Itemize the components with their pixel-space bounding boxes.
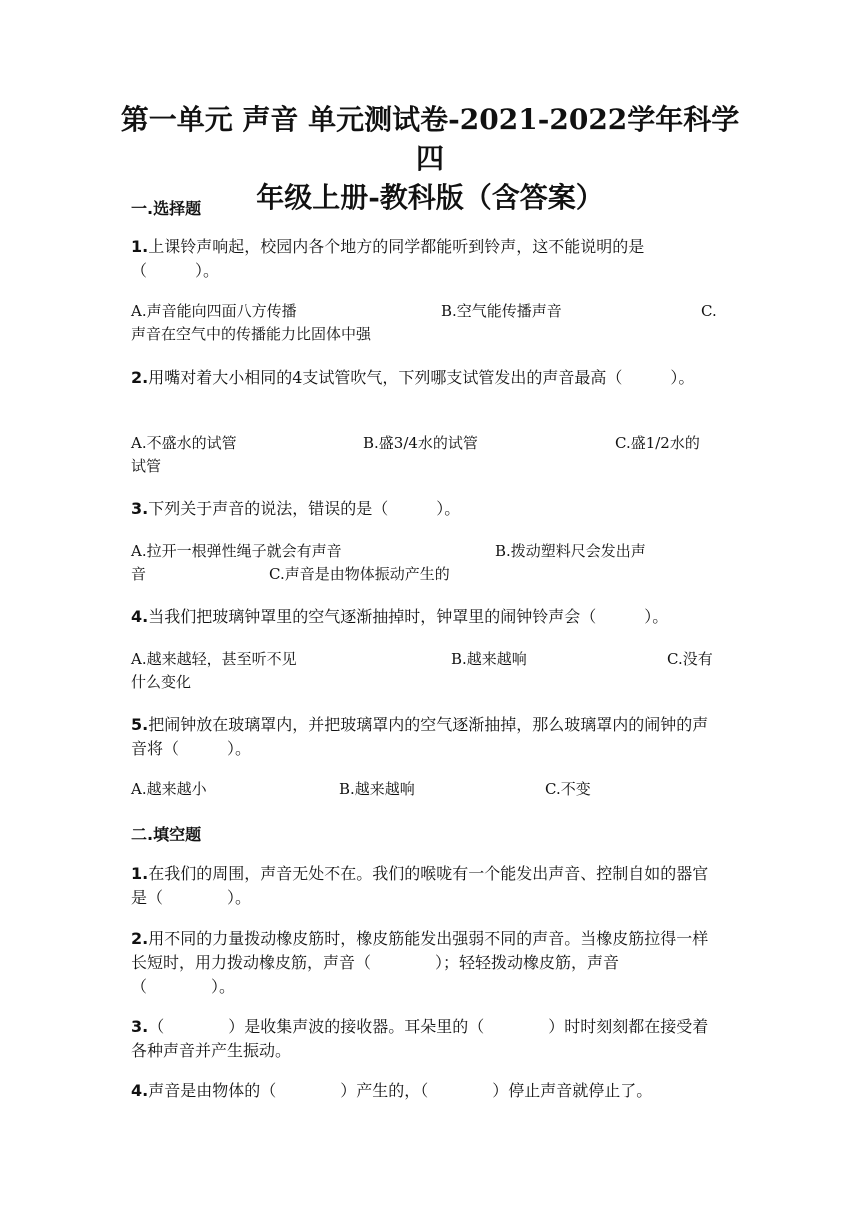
fill-question-3	[131, 1015, 721, 1063]
question-text: 上课铃声响起，校园内各个地方的同学都能听到铃声，这不能说明的是（ ）。	[131, 237, 645, 280]
section-heading-fill-in: 二.填空题	[131, 825, 202, 844]
option-c: C.不变	[545, 780, 591, 798]
question-number: 2.	[131, 368, 149, 387]
title-line-1: 第一单元 声音 单元测试卷-2021-2022学年科学四	[120, 103, 740, 175]
option-a: A.拉开一根弹性绳子就会有声音	[131, 542, 342, 560]
question-text: 在我们的周围，声音无处不在。我们的喉咙有一个能发出声音、控制自如的器官是（ ）。	[131, 864, 709, 907]
question-text: 把闹钟放在玻璃罩内，并把玻璃罩内的空气逐渐抽掉，那么玻璃罩内的闹钟的声音将（ ）。	[131, 715, 709, 758]
mc-options-2	[131, 432, 721, 478]
mc-question-4	[131, 605, 721, 629]
question-text: 下列关于声音的说法，错误的是（ ）。	[148, 499, 461, 518]
option-a: A.越来越小	[131, 780, 207, 798]
title-line-2: 年级上册-教科版（含答案）	[256, 181, 604, 214]
option-c: C.没有	[667, 650, 713, 668]
question-text: 用不同的力量拨动橡皮筋时，橡皮筋能发出强弱不同的声音。当橡皮筋拉得一样长短时，用力拨动橡皮筋，声音（ ）；轻轻拨动橡皮筋，声音（ ）。	[131, 929, 709, 996]
mc-options-1	[131, 300, 721, 346]
question-number: 5.	[131, 715, 149, 734]
section-heading-multiple-choice: 一.选择题	[131, 199, 202, 218]
option-c-continued: 试管	[131, 457, 162, 475]
option-c-continued: 什么变化	[131, 673, 192, 691]
question-text: 用嘴对着大小相同的4支试管吹气，下列哪支试管发出的声音最高（ ）。	[148, 368, 695, 387]
option-c: C.	[701, 302, 717, 320]
option-c: C.盛1/2水的	[615, 434, 700, 452]
mc-options-3	[131, 540, 721, 586]
option-b: B.越来越响	[451, 650, 527, 668]
option-b-continued: 音	[131, 565, 147, 583]
mc-options-4	[131, 648, 721, 694]
option-b: B.盛3/4水的试管	[363, 434, 478, 452]
question-number: 2.	[131, 929, 149, 948]
option-c-continued: 声音在空气中的传播能力比固体中强	[131, 325, 372, 343]
question-number: 1.	[131, 864, 149, 883]
option-c: C.声音是由物体振动产生的	[269, 565, 450, 583]
option-a: A.声音能向四面八方传播	[131, 302, 297, 320]
mc-options-5	[131, 778, 721, 801]
question-number: 4.	[131, 1081, 149, 1100]
fill-question-2	[131, 927, 721, 999]
mc-question-1	[131, 235, 721, 283]
option-a: A.不盛水的试管	[131, 434, 237, 452]
mc-question-5	[131, 713, 721, 761]
question-number: 4.	[131, 607, 149, 626]
mc-question-2	[131, 366, 721, 390]
option-b: B.空气能传播声音	[441, 302, 562, 320]
question-text: （ ）是收集声波的接收器。耳朵里的（ ）时时刻刻都在接受着各种声音并产生振动。	[131, 1017, 709, 1060]
fill-question-1	[131, 862, 721, 910]
fill-question-4	[131, 1079, 721, 1103]
page-title	[120, 100, 740, 217]
mc-question-3	[131, 497, 721, 521]
option-b: B.拨动塑料尺会发出声	[495, 542, 646, 560]
question-number: 3.	[131, 499, 149, 518]
option-b: B.越来越响	[339, 780, 415, 798]
question-text: 声音是由物体的（ ）产生的，（ ）停止声音就停止了。	[148, 1081, 653, 1100]
option-a: A.越来越轻，甚至听不见	[131, 650, 297, 668]
question-number: 3.	[131, 1017, 149, 1036]
question-text: 当我们把玻璃钟罩里的空气逐渐抽掉时，钟罩里的闹钟铃声会（ ）。	[148, 607, 669, 626]
question-number: 1.	[131, 237, 149, 256]
